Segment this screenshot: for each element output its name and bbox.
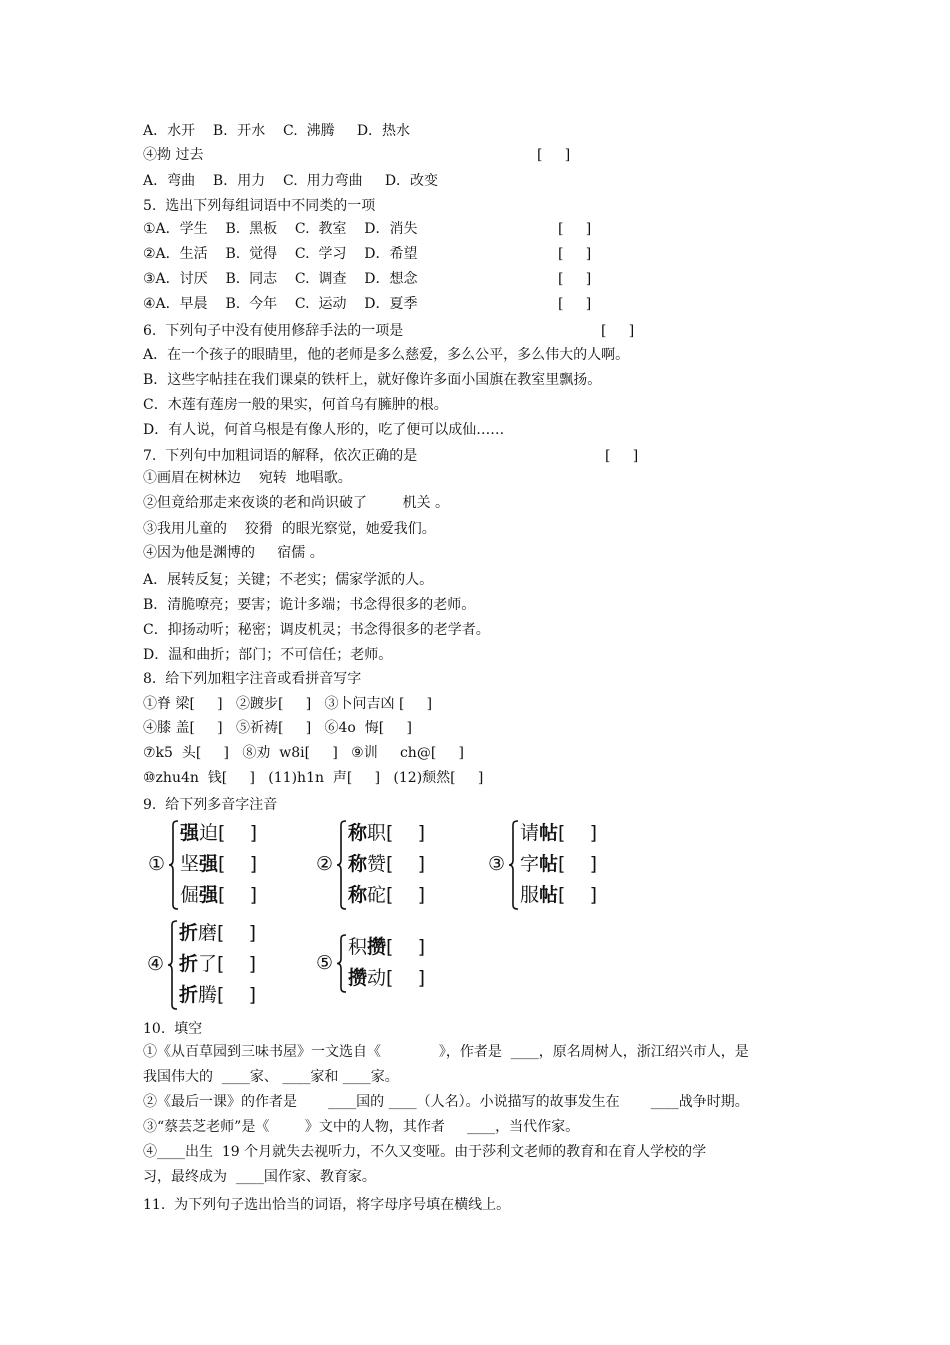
text-line: B．这些字帖挂在我们课桌的铁杆上，就好像许多面小国旗在教室里飘扬。 — [143, 372, 602, 388]
suffix-text: 动[ ] — [367, 967, 425, 989]
answer-bracket: [ ] — [558, 296, 592, 312]
text-line: 习，最终成为 ____国作家、教育家。 — [143, 1169, 376, 1185]
group-number: ① — [148, 853, 166, 875]
polyphone-item — [180, 853, 257, 875]
plain-char: 积 — [348, 936, 368, 958]
text-line: ①画眉在树林边 宛转 地唱歌。 — [143, 470, 352, 486]
answer-bracket: [ ] — [558, 221, 592, 237]
answer-bracket: [ ] — [537, 147, 571, 163]
brace-icon — [168, 820, 180, 910]
text-line: ②A．生活 B. 觉得 C. 学习 D．希望 — [143, 246, 418, 262]
text-line: A．弯曲 B．用力 C. 用力弯曲 D．改变 — [143, 173, 439, 189]
text-line: A．在一个孩子的眼睛里，他的老师是多么慈爱，多么公平，多么伟大的人啊。 — [143, 347, 630, 363]
text-line: ⑩zhu4n 钱[ ] (11)h1n 声[ ] (12)颓然[ ] — [143, 770, 484, 786]
text-line: ④____出生 19 个月就失去视听力，不久又变哑。由于莎利文老师的教育和在育人学校的学 — [143, 1144, 707, 1160]
brace-icon — [336, 820, 348, 910]
text-line: 8. 给下列加粗字注音或看拼音写字 — [143, 671, 362, 687]
suffix-text: [ ] — [386, 936, 426, 958]
text-line: ①脊 梁[ ] ②踱步[ ] ③卜问吉凶 [ ] — [143, 696, 433, 712]
brace-icon — [508, 820, 520, 910]
plain-char: 倔 — [180, 884, 200, 906]
text-line: ③“蔡芸芝老师”是《 》文中的人物，其作者 ____，当代作家。 — [143, 1119, 580, 1135]
group-number: ③ — [488, 853, 506, 875]
suffix-text: [ ] — [218, 853, 258, 875]
polyphone-item — [348, 822, 425, 844]
text-line: ③我用儿童的 狡猾 的眼光察觉，她爱我们。 — [143, 521, 436, 537]
text-line: D．温和曲折；部门；不可信任；老师。 — [143, 647, 393, 663]
polyphone-item — [348, 967, 425, 989]
bold-char: 折 — [179, 984, 199, 1006]
text-line: ④拗 过去 — [143, 147, 204, 163]
plain-char: 字 — [520, 853, 540, 875]
bold-char: 折 — [179, 953, 199, 975]
suffix-text: [ ] — [558, 884, 598, 906]
suffix-text: [ ] — [558, 822, 598, 844]
text-line: A．水开 B．开水 C. 沸腾 D．热水 — [143, 123, 411, 139]
text-line: ①A．学生 B. 黑板 C. 教室 D．消失 — [143, 221, 418, 237]
polyphone-item — [348, 936, 425, 958]
group-number: ② — [316, 853, 334, 875]
suffix-text: 腾[ ] — [198, 984, 256, 1006]
plain-char: 服 — [520, 884, 540, 906]
answer-bracket: [ ] — [605, 448, 639, 464]
text-line: 11. 为下列句子选出恰当的词语，将字母序号填在横线上。 — [143, 1197, 511, 1213]
polyphone-item — [520, 884, 597, 906]
polyphone-item — [179, 922, 256, 944]
brace-icon — [336, 934, 348, 993]
bold-char: 帖 — [539, 884, 559, 906]
bold-char: 称 — [348, 853, 368, 875]
polyphone-item — [520, 822, 597, 844]
plain-char: 坚 — [180, 853, 200, 875]
polyphone-item — [520, 853, 597, 875]
bold-char: 攒 — [348, 967, 368, 989]
text-line: ④A．早晨 B. 今年 C. 运动 D．夏季 — [143, 296, 418, 312]
bold-char: 折 — [179, 922, 199, 944]
suffix-text: 赞[ ] — [367, 853, 425, 875]
answer-bracket: [ ] — [558, 246, 592, 262]
suffix-text: [ ] — [218, 884, 258, 906]
suffix-text: 职[ ] — [367, 822, 425, 844]
bold-char: 帖 — [539, 822, 559, 844]
polyphone-item — [179, 984, 256, 1006]
text-line: ④膝 盖[ ] ⑤祈祷[ ] ⑥4o 悔[ ] — [143, 720, 412, 736]
suffix-text: 了[ ] — [198, 953, 256, 975]
polyphone-item — [180, 822, 257, 844]
suffix-text: 磨[ ] — [198, 922, 256, 944]
answer-bracket: [ ] — [558, 271, 592, 287]
suffix-text: [ ] — [558, 853, 598, 875]
text-line: A．展转反复；关键；不老实；儒家学派的人。 — [143, 572, 434, 588]
brace-icon — [167, 920, 179, 1010]
polyphone-item — [348, 884, 425, 906]
text-line: 5. 选出下列每组词语中不同类的一项 — [143, 198, 376, 214]
group-number: ⑤ — [316, 951, 334, 974]
text-line: ②《最后一课》的作者是 ____国的 ____（人名）。小说描写的故事发生在 ____战争时期。 — [143, 1094, 749, 1110]
text-line: 9. 给下列多音字注音 — [143, 797, 278, 813]
polyphone-item — [180, 884, 257, 906]
text-line: ③A．讨厌 B. 同志 C. 调查 D．想念 — [143, 271, 418, 287]
bold-char: 称 — [348, 822, 368, 844]
answer-bracket: [ ] — [601, 323, 635, 339]
plain-char: 请 — [520, 822, 540, 844]
bold-char: 帖 — [539, 853, 559, 875]
group-number: ④ — [147, 953, 165, 975]
text-line: ②但竟给那走来夜谈的老和尚识破了 机关 。 — [143, 495, 450, 511]
text-line: 10. 填空 — [143, 1021, 203, 1037]
bold-char: 攒 — [367, 936, 387, 958]
bold-char: 强 — [180, 822, 200, 844]
text-line: 6. 下列句子中没有使用修辞手法的一项是 — [143, 323, 404, 339]
text-line: 我国伟大的 ____家、 ____家和 ____家。 — [143, 1069, 399, 1085]
polyphone-item — [348, 853, 425, 875]
text-line: B．清脆嘹亮；要害；诡计多端；书念得很多的老师。 — [143, 597, 476, 613]
text-line: C．木莲有莲房一般的果实，何首乌有臃肿的根。 — [143, 397, 448, 413]
polyphone-item — [179, 953, 256, 975]
bold-char: 称 — [348, 884, 368, 906]
text-line: 7. 下列句中加粗词语的解释，依次正确的是 — [143, 448, 418, 464]
suffix-text: 迫[ ] — [199, 822, 257, 844]
bold-char: 强 — [199, 853, 219, 875]
text-line: C．抑扬动听；秘密；调皮机灵；书念得很多的老学者。 — [143, 622, 490, 638]
suffix-text: 砣[ ] — [367, 884, 425, 906]
text-line: ①《从百草园到三味书屋》一文选自《 》，作者是 ____，原名周树人，浙江绍兴市人，是 — [143, 1044, 749, 1060]
text-line: ⑦k5 头[ ] ⑧劝 w8i[ ] ⑨训 ch@[ ] — [143, 745, 464, 761]
text-line: ④因为他是渊博的 宿儒 。 — [143, 545, 324, 561]
bold-char: 强 — [199, 884, 219, 906]
text-line: D．有人说，何首乌根是有像人形的，吃了便可以成仙…… — [143, 422, 505, 438]
